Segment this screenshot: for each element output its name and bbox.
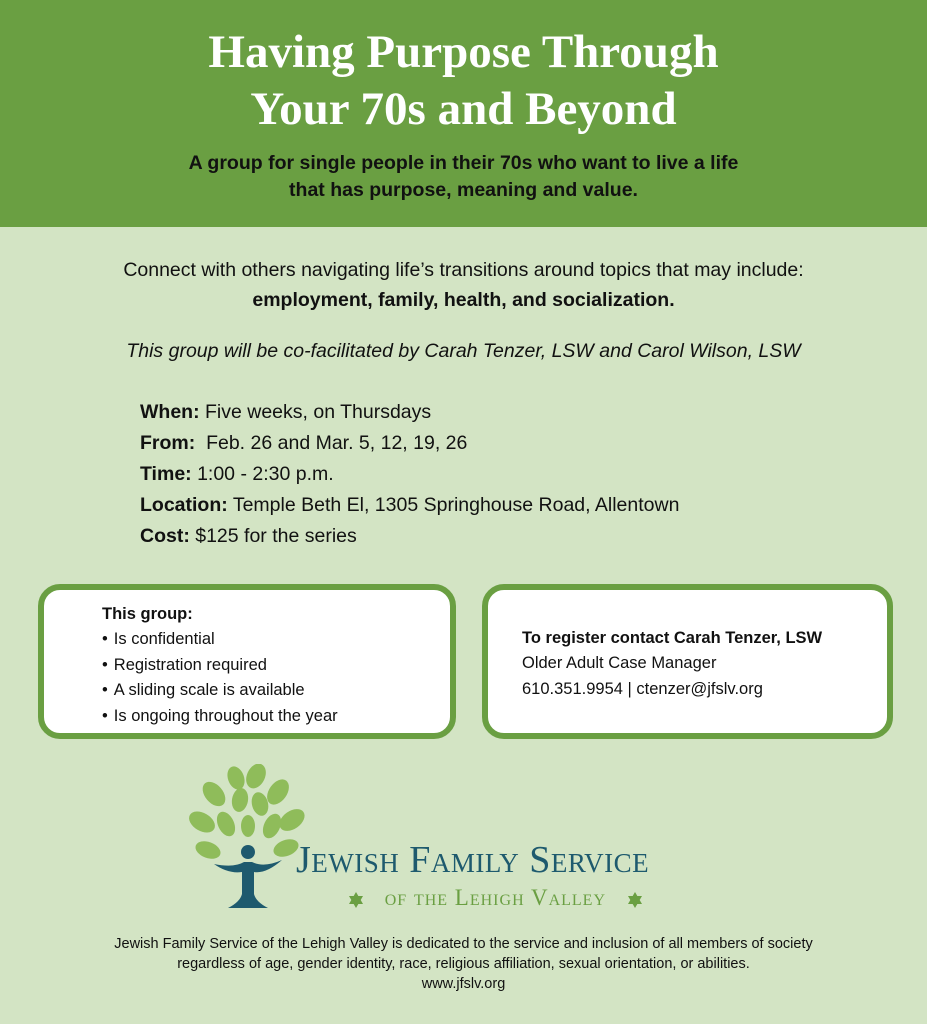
intro-topics: employment, family, health, and socialization.	[252, 289, 675, 311]
detail-label: Cost:	[140, 525, 190, 547]
footer-line-2: regardless of age, gender identity, race, religious affiliation, sexual orientation, or abilities.	[177, 956, 750, 972]
detail-label: Time:	[140, 463, 192, 485]
detail-value: Temple Beth El, 1305 Springhouse Road, Allentown	[227, 494, 680, 516]
org-name	[296, 838, 649, 882]
footer-line-1: Jewish Family Service of the Lehigh Valley is dedicated to the service and inclusion of all members of society	[114, 936, 813, 952]
subtitle-line-2: that has purpose, meaning and value.	[289, 179, 638, 201]
title-line-2: Your 70s and Beyond	[250, 83, 677, 135]
detail-cost	[140, 521, 679, 552]
contact-details[interactable]: 610.351.9954 | ctenzer@jfslv.org	[522, 679, 763, 698]
intro-sentence: Connect with others navigating life’s transitions around topics that may include:	[123, 259, 804, 281]
detail-value: $125 for the series	[189, 525, 357, 547]
event-details	[140, 397, 679, 552]
detail-label: From:	[140, 432, 196, 454]
detail-time	[140, 459, 679, 490]
list-item: • A sliding scale is available	[102, 678, 450, 704]
footer-url-link[interactable]: www.jfslv.org	[421, 976, 506, 992]
detail-location	[140, 490, 679, 521]
title-line-1: Having Purpose Through	[208, 26, 719, 78]
star-of-david-icon	[346, 890, 366, 910]
detail-value: 1:00 - 2:30 p.m.	[191, 463, 334, 485]
facilitators-note: This group will be co-facilitated by Carah Tenzer, LSW and Carol Wilson, LSW	[126, 340, 801, 362]
group-info-heading: This group:	[102, 605, 193, 623]
org-subtitle	[346, 885, 645, 911]
list-item: • Is confidential	[102, 627, 450, 653]
detail-value: Five weeks, on Thursdays	[199, 401, 432, 423]
group-info-list	[102, 627, 450, 729]
list-item: • Is ongoing throughout the year	[102, 704, 450, 730]
org-name-text: Jewish Family Service	[296, 839, 650, 881]
detail-value: Feb. 26 and Mar. 5, 12, 19, 26	[195, 432, 468, 454]
contact-box	[482, 584, 893, 739]
intro-text	[0, 255, 927, 315]
detail-when	[140, 397, 679, 428]
detail-from	[140, 428, 679, 459]
detail-label: When:	[140, 401, 200, 423]
subtitle-line-1: A group for single people in their 70s who want to live a life	[188, 152, 739, 174]
footer	[0, 934, 927, 994]
contact-role: Older Adult Case Manager	[522, 654, 717, 672]
list-item: • Registration required	[102, 653, 450, 679]
org-subtitle-text: of the Lehigh Valley	[384, 885, 606, 910]
header-banner	[0, 0, 927, 227]
subtitle	[0, 150, 927, 204]
contact-heading: To register contact Carah Tenzer, LSW	[522, 629, 823, 647]
page-title	[0, 24, 927, 138]
tree-logo-icon	[184, 764, 314, 914]
group-info-box	[38, 584, 456, 739]
star-of-david-icon	[625, 890, 645, 910]
detail-label: Location:	[140, 494, 228, 516]
